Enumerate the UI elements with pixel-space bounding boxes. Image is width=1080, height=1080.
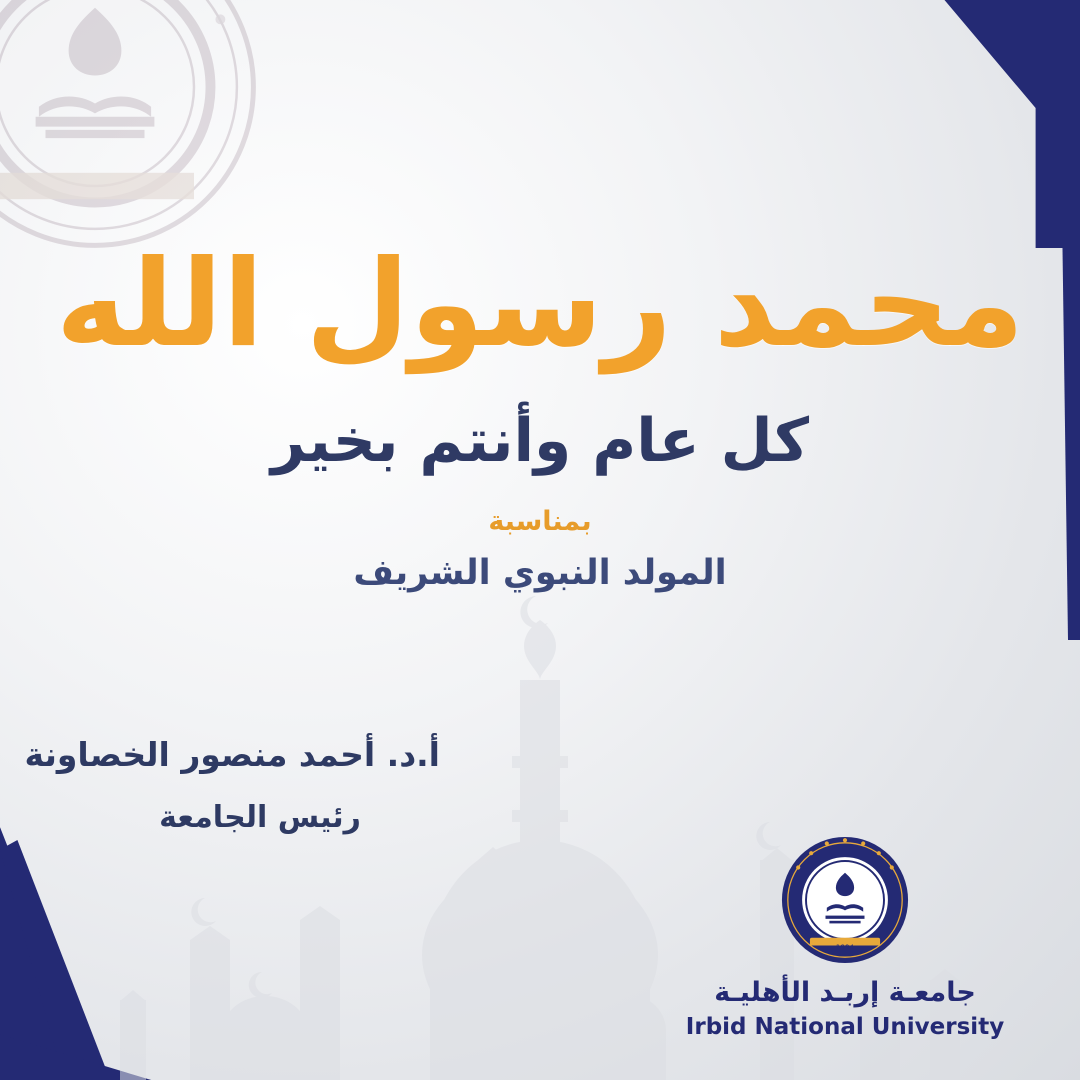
- signatory-title: رئيس الجامعة: [159, 800, 361, 835]
- greeting-text: كل عام وأنتم بخير: [270, 406, 810, 476]
- message-block: [0, 230, 1080, 593]
- calligraphy-title: محمد رسول الله: [55, 235, 1025, 374]
- university-seal-watermark-icon: [0, 0, 260, 252]
- brand-name-arabic: جامعـة إربـد الأهليـة: [714, 977, 976, 1008]
- seal-year: 1994: [835, 942, 855, 952]
- occasion-name: المولد النبوي الشريف: [353, 553, 727, 593]
- signature-block: [24, 735, 440, 835]
- university-seal-icon: [780, 835, 910, 965]
- corner-decoration-top-right: [792, 0, 1080, 248]
- brand-name-english: Irbid National University: [685, 1014, 1005, 1040]
- brand-block: [680, 835, 1010, 1040]
- occasion-prefix: بمناسبة: [488, 506, 592, 537]
- signatory-name: أ.د. أحمد منصور الخصاونة: [24, 735, 440, 774]
